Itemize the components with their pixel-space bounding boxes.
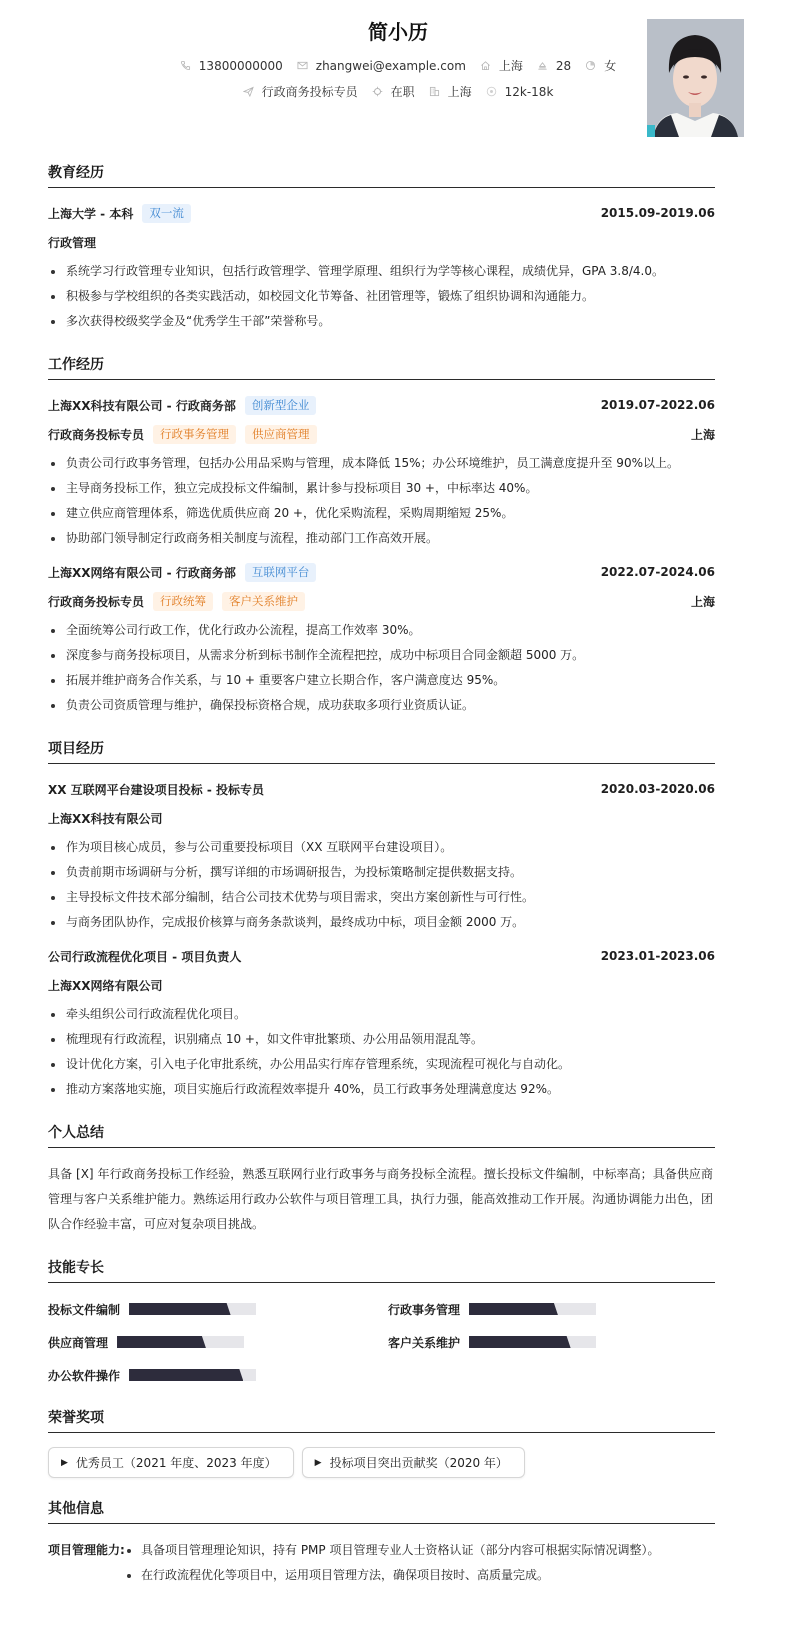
section-title: 其他信息: [48, 1498, 715, 1524]
work-location: 上海: [690, 594, 715, 609]
role-line: [48, 425, 317, 444]
work-location: 上海: [690, 427, 715, 442]
project-bullets: [48, 1002, 715, 1102]
gender-icon: [585, 60, 597, 72]
skill-item: [48, 1332, 388, 1352]
caret-right-icon: ▶: [61, 1457, 68, 1468]
job-status-text: 在职: [390, 85, 415, 99]
project-name: XX 互联网平台建设项目投标 - 投标专员: [48, 782, 265, 797]
email-item: [297, 59, 466, 73]
bullet-item: 主导投标文件技术部分编制，结合公司技术优势与项目需求，突出方案创新性与可行性。: [48, 885, 715, 910]
skill-label: 供应商管理: [48, 1335, 109, 1350]
skill-bar-fill: [469, 1303, 558, 1315]
caret-right-icon: ▶: [314, 1457, 322, 1468]
work-entry: [48, 561, 715, 718]
work-entry: [48, 394, 715, 551]
location-text: 上海: [498, 59, 523, 73]
role-row: [48, 590, 715, 612]
skill-bar-fill: [129, 1303, 231, 1315]
award-item[interactable]: [302, 1447, 525, 1478]
email-text: zhangwei@example.com: [315, 58, 466, 73]
skills-section: [48, 1257, 715, 1385]
education-date: 2015.09-2019.06: [600, 206, 715, 220]
school-tag: 双一流: [142, 204, 191, 223]
status-icon: [372, 86, 384, 98]
bullet-item: 协助部门领导制定行政商务相关制度与流程，推动部门工作高效开展。: [48, 526, 715, 551]
gender-text: 女: [604, 59, 617, 73]
bullet-item: 主导商务投标工作，独立完成投标文件编制，累计参与投标项目 30 +，中标率达 40%。: [48, 476, 715, 501]
skill-bar-fill: [469, 1336, 571, 1348]
section-title: 技能专长: [48, 1257, 715, 1283]
role-tag: 客户关系维护: [222, 592, 305, 611]
role-name: 行政商务投标专员: [48, 427, 145, 442]
job-city-item: [429, 83, 472, 100]
skill-label: 客户关系维护: [388, 1335, 461, 1350]
role-tag: 供应商管理: [245, 425, 317, 444]
education-section: [48, 162, 715, 334]
section-title: 教育经历: [48, 162, 715, 188]
age-icon: [537, 60, 549, 72]
award-item[interactable]: [48, 1447, 294, 1478]
job-status-item: [372, 83, 415, 100]
section-title: 项目经历: [48, 738, 715, 764]
work-bullets: [48, 451, 715, 551]
bullet-item: 全面统筹公司行政工作，优化行政办公流程，提高工作效率 30%。: [48, 618, 715, 643]
bullet-item: 负责公司行政事务管理，包括办公用品采购与管理，成本降低 15%；办公环境维护，员工满意度提升至 90%以上。: [48, 451, 715, 476]
role-tag: 行政统筹: [153, 592, 213, 611]
project-company-row: [48, 807, 715, 829]
location-item: [480, 57, 523, 74]
skill-bar: [117, 1336, 244, 1348]
major-row: [48, 231, 715, 253]
bullet-item: 在行政流程优化等项目中，运用项目管理方法，确保项目按时、高质量完成。: [123, 1563, 659, 1588]
bullet-item: 系统学习行政管理专业知识，包括行政管理学、管理学原理、组织行为学等核心课程，成绩优异，GPA 3.8/4.0。: [48, 259, 715, 284]
work-date: 2019.07-2022.06: [600, 398, 715, 412]
skill-item: [388, 1299, 718, 1319]
education-entry-head: [48, 202, 715, 224]
building-icon: [429, 86, 441, 98]
candidate-name: 简小历: [368, 20, 428, 44]
other-group: [48, 1538, 715, 1588]
other-section: [48, 1498, 715, 1588]
skills-grid: [48, 1297, 715, 1385]
work-bullets: [48, 618, 715, 718]
job-city-text: 上海: [447, 85, 472, 99]
award-label: 投标项目突出贡献奖（2020 年）: [329, 1456, 508, 1470]
contact-row: [48, 57, 748, 74]
skill-bar-fill: [129, 1369, 243, 1381]
send-icon: [243, 86, 255, 98]
skill-bar: [469, 1336, 596, 1348]
bullet-item: 建立供应商管理体系，筛选优质供应商 20 +，优化采购流程，采购周期缩短 25%。: [48, 501, 715, 526]
work-section: [48, 354, 715, 718]
company-name: 上海XX科技有限公司 - 行政商务部: [48, 398, 236, 413]
company-line: [48, 563, 316, 582]
project-entry-head: [48, 778, 715, 800]
awards-list: [48, 1447, 715, 1478]
section-title: 荣誉奖项: [48, 1407, 715, 1433]
home-icon: [480, 60, 492, 72]
role-row: [48, 423, 715, 445]
skill-bar-fill: [117, 1336, 206, 1348]
job-title-item: [243, 83, 358, 100]
role-name: 行政商务投标专员: [48, 594, 145, 609]
project-company: 上海XX网络有限公司: [48, 978, 163, 993]
gender-item: [585, 57, 616, 74]
bullet-item: 具备项目管理理论知识，持有 PMP 项目管理专业人士资格认证（部分内容可根据实际情况调整）。: [123, 1538, 659, 1563]
company-name: 上海XX网络有限公司 - 行政商务部: [48, 565, 236, 580]
education-entry: [48, 202, 715, 334]
skill-bar: [129, 1369, 256, 1381]
phone-text: 13800000000: [198, 58, 283, 73]
job-intent-row: [48, 83, 748, 100]
job-title-text: 行政商务投标专员: [261, 85, 358, 99]
phone-item: [180, 59, 283, 73]
section-title: 工作经历: [48, 354, 715, 380]
project-entry: [48, 945, 715, 1102]
profile-photo: [647, 19, 744, 137]
school-line: [48, 204, 191, 223]
summary-section: [48, 1122, 715, 1237]
school-name: 上海大学 - 本科: [48, 206, 134, 221]
project-bullets: [48, 835, 715, 935]
bullet-item: 设计优化方案，引入电子化审批系统，办公用品实行库存管理系统，实现流程可视化与自动化。: [48, 1052, 715, 1077]
project-company-row: [48, 974, 715, 996]
company-tag: 创新型企业: [245, 396, 317, 415]
age-text: 28: [555, 58, 572, 73]
project-name: 公司行政流程优化项目 - 项目负责人: [48, 949, 242, 964]
bullet-item: 牵头组织公司行政流程优化项目。: [48, 1002, 715, 1027]
education-bullets: [48, 259, 715, 334]
work-date: 2022.07-2024.06: [600, 565, 715, 579]
work-entry-head: [48, 561, 715, 583]
salary-icon: [486, 86, 498, 98]
major: 行政管理: [48, 235, 97, 250]
role-tag: 行政事务管理: [153, 425, 236, 444]
skill-item: [48, 1299, 388, 1319]
bullet-item: 推动方案落地实施，项目实施后行政流程效率提升 40%，员工行政事务处理满意度达 92%。: [48, 1077, 715, 1102]
summary-text: 具备 [X] 年行政商务投标工作经验，熟悉互联网行业行政事务与商务投标全流程。擅长投标文件编制，中标率高；具备供应商管理与客户关系维护能力。熟练运用行政办公软件与项目管理工具，执行力强，能高效推动工作开展。沟通协调能力出色，团队合作经验丰富，可应对复杂项目挑战。: [48, 1167, 713, 1231]
company-tag: 互联网平台: [245, 563, 317, 582]
award-label: 优秀员工（2021 年度、2023 年度）: [75, 1456, 277, 1470]
bullet-item: 积极参与学校组织的各类实践活动，如校园文化节筹备、社团管理等，锻炼了组织协调和沟通能力。: [48, 284, 715, 309]
bullet-item: 负责前期市场调研与分析，撰写详细的市场调研报告，为投标策略制定提供数据支持。: [48, 860, 715, 885]
bullet-item: 深度参与商务投标项目，从需求分析到标书制作全流程把控，成功中标项目合同金额超 5000 万。: [48, 643, 715, 668]
bullet-item: 拓展并维护商务合作关系，与 10 + 重要客户建立长期合作，客户满意度达 95%。: [48, 668, 715, 693]
bullet-item: 与商务团队协作，完成报价核算与商务条款谈判，最终成功中标，项目金额 2000 万。: [48, 910, 715, 935]
skill-item: [48, 1365, 388, 1385]
bullet-item: 梳理现有行政流程，识别痛点 10 +，如文件审批繁琐、办公用品领用混乱等。: [48, 1027, 715, 1052]
other-bullets: [123, 1538, 659, 1588]
role-line: [48, 592, 305, 611]
age-item: [537, 59, 571, 73]
salary-item: [486, 85, 554, 99]
awards-section: [48, 1407, 715, 1478]
project-entry: [48, 778, 715, 935]
project-date: 2020.03-2020.06: [600, 782, 715, 796]
other-group-label: 项目管理能力:: [48, 1543, 125, 1557]
project-entry-head: [48, 945, 715, 967]
company-line: [48, 396, 316, 415]
salary-text: 12k-18k: [504, 84, 554, 99]
skill-label: 办公软件操作: [48, 1368, 121, 1383]
work-entry-head: [48, 394, 715, 416]
mail-icon: [297, 60, 309, 72]
bullet-item: 多次获得校级奖学金及“优秀学生干部”荣誉称号。: [48, 309, 715, 334]
section-title: 个人总结: [48, 1122, 715, 1148]
projects-section: [48, 738, 715, 1102]
resume-header: [48, 0, 715, 150]
project-date: 2023.01-2023.06: [600, 949, 715, 963]
project-company: 上海XX科技有限公司: [48, 811, 163, 826]
bullet-item: 负责公司资质管理与维护，确保投标资格合规，成功获取多项行业资质认证。: [48, 693, 715, 718]
skill-item: [388, 1332, 718, 1352]
skill-label: 投标文件编制: [48, 1302, 121, 1317]
phone-icon: [180, 60, 192, 72]
skill-bar: [129, 1303, 256, 1315]
skill-label: 行政事务管理: [388, 1302, 461, 1317]
bullet-item: 作为项目核心成员，参与公司重要投标项目（XX 互联网平台建设项目）。: [48, 835, 715, 860]
skill-bar: [469, 1303, 596, 1315]
